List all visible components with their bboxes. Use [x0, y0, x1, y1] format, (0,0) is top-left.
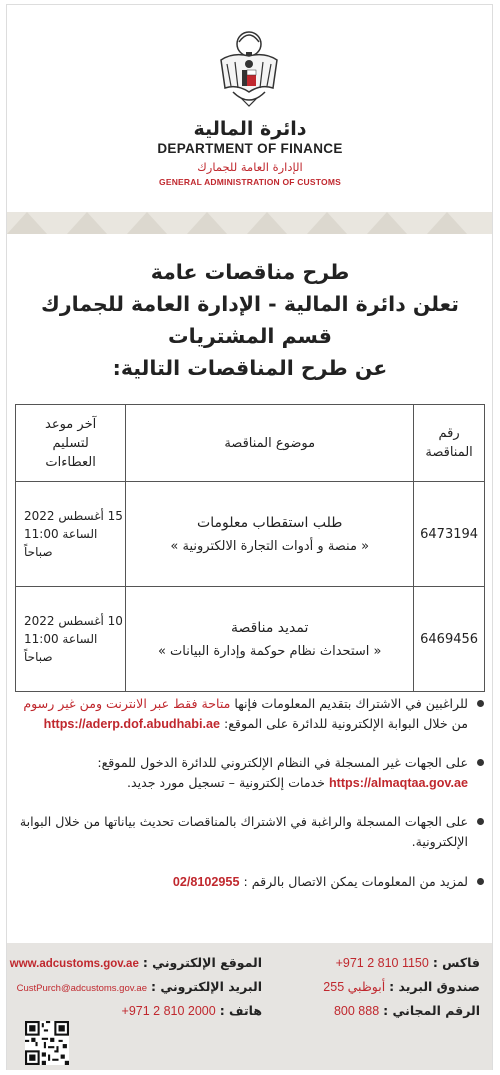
- tender-title: تمديد مناقصة: [231, 619, 309, 636]
- header-tender-subject: موضوع المناقصة: [126, 405, 414, 482]
- bullet-icon: [477, 818, 484, 825]
- bullet-icon: [477, 759, 484, 766]
- email-link[interactable]: CustPurch@adcustoms.gov.ae: [16, 983, 147, 994]
- pobox-value: أبوظبي 255: [323, 980, 386, 994]
- title-line-1: طرح مناقصات عامة: [150, 260, 350, 284]
- tender-subject: [126, 482, 414, 587]
- decorative-pattern-band: [7, 212, 492, 234]
- notes-list: [12, 694, 490, 892]
- fax-line: فاكس : +971 2 810 1150: [335, 955, 480, 970]
- bullet-icon: [477, 700, 484, 707]
- almaqtaa-link[interactable]: https://almaqtaa.gov.ae: [328, 776, 468, 790]
- tenders-table: [15, 404, 485, 692]
- pobox-line: صندوق البريد : أبوظبي 255: [323, 979, 480, 994]
- tender-number: 6469456: [414, 587, 485, 692]
- note-item: للراغبين في الاشتراك بتقديم المعلومات فإنها متاحة فقط عبر الانترنت ومن غير رسوم من خلال البوابة الإلكترونية للدائرة على الموقع: https://aderp.dof.abudhabi.ae: [12, 694, 490, 734]
- contact-phone: 02/8102955: [172, 875, 240, 889]
- website-line: الموقع الإلكتروني : www.adcustoms.gov.ae: [9, 955, 262, 970]
- table-header-row: [16, 405, 485, 482]
- note-item: لمزيد من المعلومات يمكن الاتصال بالرقم : 02/8102955: [12, 872, 490, 892]
- tender-deadline: 10 أغسطس 2022 الساعة 11:00 صباحاً: [16, 587, 126, 692]
- tollfree-number: 800 888: [333, 1004, 380, 1018]
- abu-dhabi-falcon-emblem-icon: [213, 22, 285, 110]
- tender-number: 6473194: [414, 482, 485, 587]
- title-line-4: عن طرح المناقصات التالية:: [112, 356, 388, 380]
- tender-deadline: 15 أغسطس 2022 الساعة 11:00 صباحاً: [16, 482, 126, 587]
- ar-customs-name: الإدارة العامة للجمارك: [197, 160, 303, 174]
- email-line: البريد الإلكتروني : CustPurch@adcustoms.gov.ae: [16, 979, 262, 994]
- en-department-name: DEPARTMENT OF FINANCE: [157, 141, 343, 156]
- title-line-3: قسم المشتريات: [168, 324, 332, 348]
- fax-number: +971 2 810 1150: [335, 956, 429, 970]
- header-deadline: آخر موعد لتسليم العطاءات: [16, 405, 126, 482]
- qr-code-icon: [25, 1021, 69, 1065]
- tender-description: « استحداث نظام حوكمة وإدارة البيانات »: [157, 643, 382, 659]
- tender-subject: [126, 587, 414, 692]
- ar-department-name: دائرة المالية: [193, 118, 307, 140]
- tender-description: « منصة و أدوات التجارة الالكترونية »: [170, 538, 370, 554]
- tender-title: طلب استقطاب معلومات: [197, 514, 343, 531]
- header-tender-number: رقم المناقصة: [414, 405, 485, 482]
- website-link[interactable]: www.adcustoms.gov.ae: [9, 958, 139, 970]
- en-customs-name: GENERAL ADMINISTRATION OF CUSTOMS: [159, 177, 341, 187]
- note-item: على الجهات المسجلة والراغبة في الاشتراك بالمناقصات تحديث بياناتها من خلال البوابة الإلكترونية.: [12, 812, 490, 852]
- phone-line: هاتف : +971 2 810 2000: [121, 1003, 262, 1018]
- table-row: [16, 482, 485, 587]
- phone-number: +971 2 810 2000: [121, 1004, 216, 1018]
- note-item: على الجهات غير المسجلة في النظام الإلكتروني للدائرة الدخول للموقع: https://almaqtaa.gov.ae خدمات إلكترونية – تسجيل مورد جديد.: [12, 753, 490, 793]
- bullet-icon: [477, 878, 484, 885]
- aderp-link[interactable]: https://aderp.dof.abudhabi.ae: [43, 717, 220, 731]
- title-line-2: تعلن دائرة المالية - الإدارة العامة للجمارك: [41, 292, 459, 316]
- tollfree-line: الرقم المجاني : 800 888: [333, 1003, 480, 1018]
- table-row: [16, 587, 485, 692]
- announcement-titles: [0, 256, 500, 384]
- contact-footer: [7, 943, 492, 1070]
